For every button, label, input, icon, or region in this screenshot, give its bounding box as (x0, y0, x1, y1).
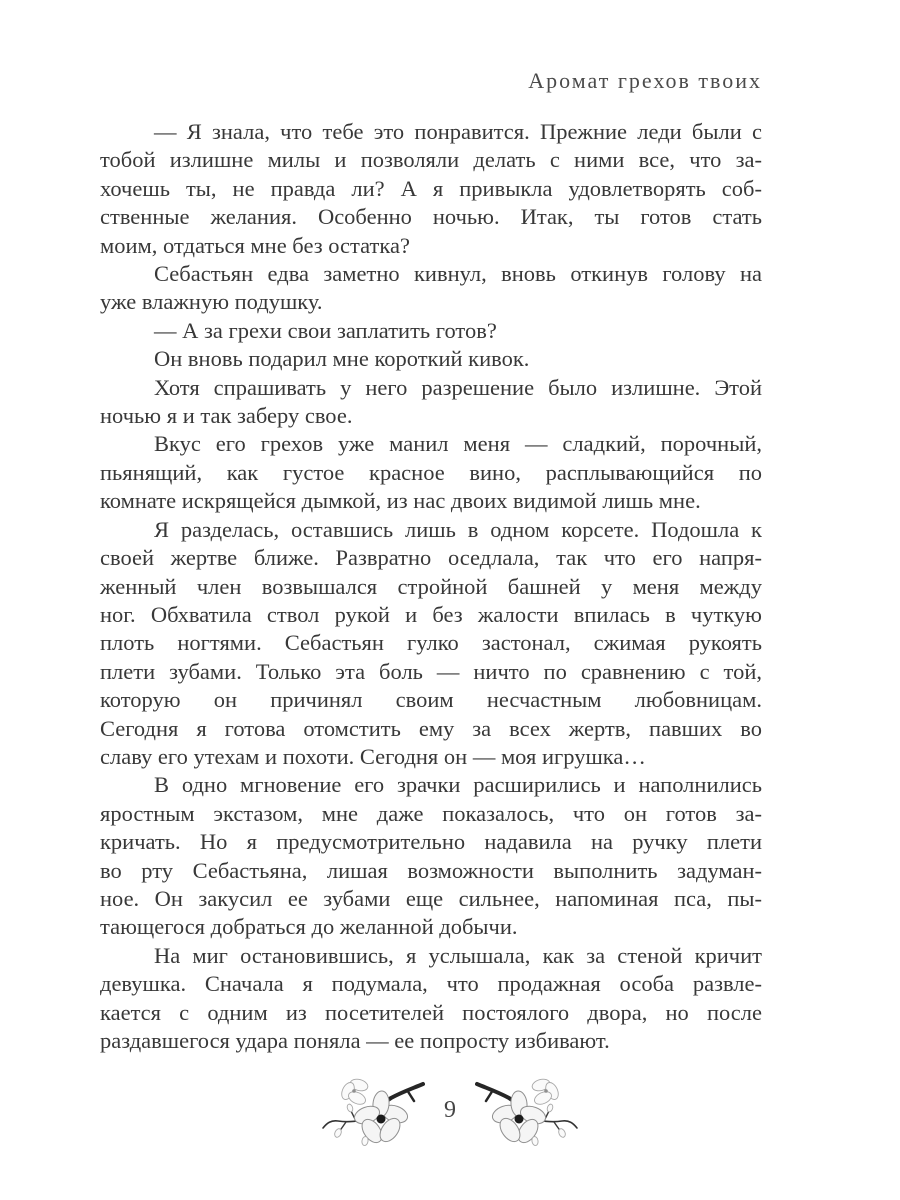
text-line: славу его утехам и похоти. Сегодня он — моя игрушка… (100, 743, 646, 769)
text-line: пьянящий, как густое красное вино, расплывающийся по (100, 459, 762, 485)
text-line: тобой излишне милы и позволяли делать с ними все, что за- (100, 147, 762, 173)
text-line: В одно мгновение его зрачки расширились и наполнились (154, 772, 762, 798)
text-line: плоть ногтями. Себастьян гулко застонал, сжимая рукоять (100, 630, 762, 656)
text-line: — А за грехи свои заплатить готов? (154, 317, 497, 343)
page-body (100, 118, 762, 1055)
text-line: кается с одним из посетителей постоялого двора, но после (100, 999, 762, 1025)
paragraph (100, 430, 762, 515)
text-line: раздавшегося удара поняла — ее попросту избивают. (100, 1028, 610, 1053)
text-line: хочешь ты, не правда ли? А я привыкла удовлетворять соб- (100, 175, 762, 201)
paragraph (100, 260, 762, 317)
text-line: ночью я и так заберу свое. (100, 403, 353, 429)
floral-ornament-left-icon (321, 1071, 425, 1149)
text-line: своей жертве ближе. Развратно оседлала, так что его напря- (100, 545, 762, 571)
text-line: которую он причинял своим несчастным любовницам. (100, 687, 762, 713)
text-line: тающегося добраться до желанной добычи. (100, 914, 518, 940)
text-line: Вкус его грехов уже манил меня — сладкий, порочный, (154, 431, 762, 457)
paragraph (100, 942, 762, 1056)
text-line: моим, отдаться мне без остатка? (100, 232, 410, 258)
text-line: Он вновь подарил мне короткий кивок. (154, 346, 530, 372)
text-line: Хотя спрашивать у него разрешение было излишне. Этой (154, 374, 762, 400)
text-line: ственные желания. Особенно ночью. Итак, ты готов стать (100, 204, 762, 230)
paragraph (100, 118, 762, 260)
text-line: кричать. Но я предусмотрительно надавила на ручку плети (100, 829, 762, 855)
running-header: Аромат грехов твоих (528, 68, 762, 93)
paragraph (100, 771, 762, 941)
text-line: девушка. Сначала я подумала, что продажная особа развле- (100, 971, 762, 997)
paragraph (100, 516, 762, 772)
text-line: Сегодня я готова отомстить ему за всех жертв, павших во (100, 715, 762, 741)
text-line: комнате искрящейся дымкой, из нас двоих видимой лишь мне. (100, 488, 701, 514)
text-line: ное. Он закусил ее зубами еще сильнее, напоминая пса, пы- (100, 885, 762, 911)
page-number: 9 (444, 1096, 456, 1123)
paragraph (100, 374, 762, 431)
text-line: — Я знала, что тебе это понравится. Прежние леди были с (154, 119, 762, 144)
paragraph (100, 317, 762, 345)
footer (0, 1068, 900, 1152)
paragraph (100, 345, 762, 373)
text-line: Себастьян едва заметно кивнул, вновь откинув голову на (154, 261, 762, 287)
text-line: женный член возвышался стройной башней у меня между (100, 573, 762, 599)
text-line: На миг остановившись, я услышала, как за стеной кричит (154, 942, 762, 968)
text-line: уже влажную подушку. (100, 289, 323, 315)
text-line: яростным экстазом, мне даже показалось, что он готов за- (100, 800, 762, 826)
floral-ornament-right-icon (475, 1071, 579, 1149)
text-line: во рту Себастьяна, лишая возможности выполнить задуман- (100, 857, 762, 883)
text-line: ног. Обхватила ствол рукой и без жалости впилась в чуткую (100, 601, 762, 627)
text-line: Я разделась, оставшись лишь в одном корсете. Подошла к (154, 516, 762, 542)
text-line: плети зубами. Только эта боль — ничто по сравнению с той, (100, 658, 762, 684)
